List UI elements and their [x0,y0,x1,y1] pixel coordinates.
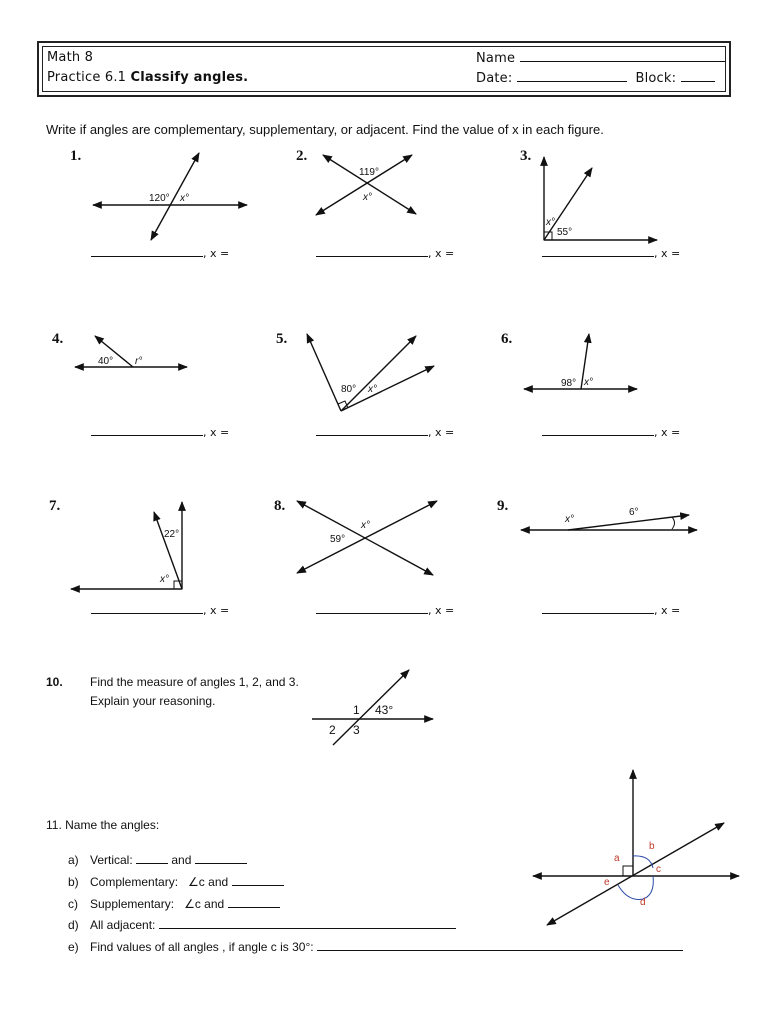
q11-label-a: a [614,853,620,864]
q10-label-1: 1 [353,703,360,717]
q11-arc-d [618,876,653,899]
practice-prefix: Practice 6.1 [47,70,127,85]
q11-right-angle [623,866,633,876]
fig8-label-59: 59° [330,534,346,545]
fig1-label-120: 120° [149,193,170,204]
q11-label-b: b [649,841,655,852]
answer-line-5[interactable]: , x = [316,426,454,439]
answer-line-3[interactable]: , x = [542,247,680,260]
name-label: Name [476,51,516,66]
fig9-label-x: x° [565,514,574,525]
fig6-label-98: 98° [561,378,577,389]
fig9-label-6: 6° [629,507,639,518]
fig4-label-40: 40° [98,356,114,367]
problem-number: 2. [296,148,308,164]
answer-line-6[interactable]: , x = [542,426,680,439]
q11-label-c: c [656,864,661,875]
q10-label-43: 43° [375,703,394,717]
date-label: Date: [476,71,513,86]
q11-row-b[interactable]: b) Complementary: ∠c and [68,875,284,889]
answer-line-7[interactable]: , x = [91,604,229,617]
fig5-label-80: 80° [341,384,357,395]
answer-line-2[interactable]: , x = [316,247,454,260]
problem-number: 9. [497,498,509,514]
q11-row-e[interactable]: e) Find values of all angles , if angle c is 30°: [68,940,683,954]
q11-diagonal [547,823,724,925]
problem-number: 5. [276,331,288,347]
answer-line-4[interactable]: , x = [91,426,229,439]
q11-title: 11. Name the angles: [46,818,160,832]
fig5-ray-left [307,334,341,411]
fig7-label-22: 22° [164,529,180,540]
fig3-label-x: x° [546,217,555,228]
answer-line-9[interactable]: , x = [542,604,680,617]
fig2-label-119: 119° [359,167,379,178]
answer-line-8[interactable]: , x = [316,604,454,617]
fig3-label-55: 55° [557,227,573,238]
q11-label-d: d [640,897,646,908]
fig1-label-x: x° [180,193,189,204]
fig4-label-r: r° [135,356,143,367]
fig2-line-a [316,155,412,215]
fig8-line-b [297,501,433,575]
q10-line1: Find the measure of angles 1, 2, and 3. [90,675,299,689]
fig8-label-x: x° [361,520,370,531]
q10-transversal [333,670,409,745]
fig2-line-b [323,155,416,214]
q10-number: 10. [46,675,63,689]
q10-label-3: 3 [353,723,360,737]
q11-row-d[interactable]: d) All adjacent: [68,918,456,932]
q11-row-c[interactable]: c) Supplementary: ∠c and [68,897,280,911]
problem-number: 8. [274,498,286,514]
practice-title: Classify angles. [130,70,249,85]
fig9-arc [672,517,675,529]
block-label: Block: [635,71,677,86]
fig2-label-x: x° [363,192,372,203]
problem-number: 1. [70,148,82,164]
answer-line-1[interactable]: , x = [91,247,229,260]
problem-number: 7. [49,498,61,514]
instructions: Write if angles are complementary, supplementary, or adjacent. Find the value of x in each figure. [46,122,604,137]
question-10 [46,673,299,711]
fig5-ray-mid [341,336,416,411]
fig5-label-x: x° [368,384,377,395]
fig6-label-x: x° [584,377,593,388]
q11-label-e: e [604,877,610,888]
problem-number: 4. [52,331,64,347]
problem-number: 6. [501,331,513,347]
q10-line2: Explain your reasoning. [90,694,216,708]
fig7-label-x: x° [160,574,169,585]
q10-label-2: 2 [329,723,336,737]
problem-number: 3. [520,148,532,164]
course-name: Math 8 [47,50,94,65]
q11-row-a[interactable]: a) Vertical: and [68,853,247,867]
